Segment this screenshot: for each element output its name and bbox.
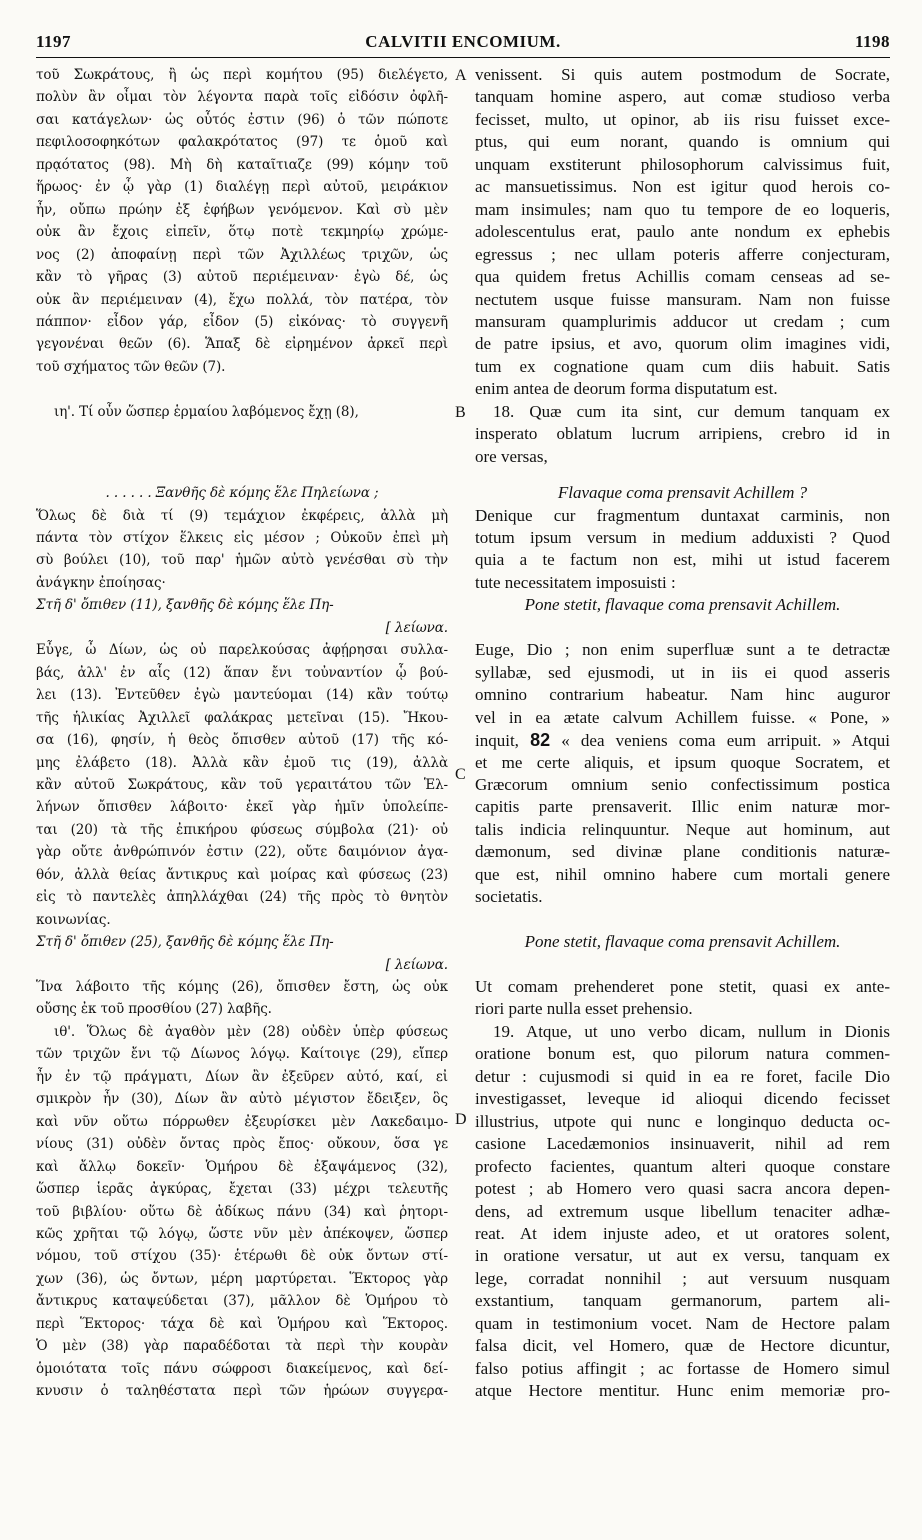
running-header (36, 32, 890, 56)
latin-line: adolescentulus erat, paulo ante nondum ex ephebis (475, 222, 890, 242)
latin-line: potest ; ab Homero vero quasi sacra ancora depen- (475, 1179, 890, 1199)
latin-line: nectutem usque fuisse mansuram. Nam non fuisse (475, 289, 890, 309)
latin-line: talis indicia relinquuntur. Neque aut hominum, aut (475, 819, 890, 839)
greek-line: κνυσιν ὁ ταληθέστατα περὶ τῶν ἡρώων συγγερα- (36, 1383, 448, 1400)
latin-line: tum ex cognatione quam cum diis habuit. Satis (475, 356, 890, 376)
latin-line: reat. At idem injuste adeo, et ut oratores solent, (475, 1223, 890, 1243)
greek-line: πολὺν ἂν οἶμαι τὸν λέγοντα παρὰ τοῖς εἰδόσιν ὀφλῆ- (36, 89, 448, 106)
running-title: CALVITII ENCOMIUM. (365, 32, 561, 51)
greek-line: τοῦ Σωκράτους, ἢ ὡς περὶ κομήτου (95) διελέγετο, (36, 67, 448, 83)
greek-line: . . . . . . Ξανθῆς δὲ κόμης ἕλε Πηλείωνα ; (105, 485, 379, 502)
latin-line: ptus, qui eum norant, quando is omnium qui (475, 132, 890, 152)
latin-line: in oratione versatur, ut aut ex versu, tanquam ex (475, 1246, 890, 1266)
header-rule (36, 57, 890, 58)
greek-line: νίους (31) οὐδὲν ὄντας πρὸς ἔπος· οὔκουν, ὅσα γε (36, 1136, 448, 1153)
greek-line: χων (36), ὡς ὄντων, μέρη μαρτύρεται. Ἕκτορος γὰρ (36, 1270, 448, 1287)
greek-line: Ὁ μὲν (38) γὰρ παραδέδοται τὰ περὶ τὴν κουρὰν (36, 1338, 448, 1355)
latin-line: tute necessitatem imposuisti : (475, 572, 676, 592)
greek-line: θόν, ἀλλὰ θείας ἄντικρυς καὶ μοίρας καὶ φύσεως (23) (36, 866, 448, 883)
latin-line: societatis. (475, 887, 543, 907)
greek-line: γεγονέναι θεῶν (6). Ἅπαξ δὲ εἰρημένον ἀρκεῖ περὶ (36, 336, 448, 353)
greek-line: καὶ ἄλλῳ δοκεῖν· Ὁμήρου δὲ ἐξαψάμενος (32), (36, 1158, 448, 1175)
latin-line: enim antea de deorum forma disputatum est. (475, 379, 778, 399)
greek-line: [ λείωνα. (385, 956, 448, 973)
latin-line: riori parte nulla esset prehensio. (475, 999, 693, 1019)
latin-line: syllabæ, sed ejusmodi, ut in iis ei quod asseris (475, 662, 890, 682)
latin-line: Euge, Dio ; non enim superfluæ sunt a te detractæ (475, 640, 890, 660)
margin-mark-c: C (455, 766, 466, 783)
latin-line: lege, corradat nonnihil ; aut versuum nusquam (475, 1268, 890, 1288)
greek-line: πάππον· εἶδον γάρ, εἶδον (5) εἰκόνας· τὸ συγγενῆ (36, 313, 448, 330)
latin-line: qua quidem fretus Achillis comam censeas ad se- (475, 267, 890, 287)
latin-line: tanquam homine aspero, aut comæ studioso verba (475, 87, 890, 107)
greek-line: ἄντικρυς καταψεύδεται (37), μᾶλλον δὲ Ὁμήρου τὸ (36, 1293, 448, 1310)
latin-line: ac mansuetissimus. Non est igitur quod herois co- (475, 177, 890, 197)
greek-line: νος (2) ἀποφαίνῃ περὶ τῶν Ἀχιλλέως τριχῶν, ὡς (36, 246, 448, 263)
greek-line: Ἵνα λάβοιτο τῆς κόμης (26), ὄπισθεν ἔστη, ὡς οὐκ (36, 979, 448, 995)
greek-line: βάς, ἀλλ' ἐν αἷς (12) ἅπαν ἔνι τοὐναντίον ᾧ βού- (36, 664, 448, 681)
greek-line: οὐκ ἂν περιέμειναν (4), ἔχω πολλά, τὸν πατέρα, τὸν (36, 291, 448, 308)
latin-line: capitis parte prensaverit. Illic enim naturæ mor- (475, 797, 890, 817)
greek-line: καὶ νῦν οὕτω πόρρωθεν ἐξευρίσκει μὲν Λακεδαιμο- (36, 1113, 448, 1130)
latin-line: casione Lacedæmonios insinuaverit, nihil ad rem (475, 1134, 890, 1154)
latin-line: 18. Quæ cum ita sint, cur demum tanquam ex (493, 401, 890, 421)
latin-line: 19. Atque, ut uno verbo dicam, nullum in Dionis (493, 1021, 890, 1041)
greek-line: κἂν τὸ γῆρας (3) αὐτοῦ περιέμειναν· ἐγὼ δέ, ὡς (36, 269, 448, 286)
greek-line: κῶς χρῆται τῷ λόγῳ, ὥστε νῦν μὲν ἀπέκοψεν, ὥσπερ (36, 1225, 448, 1242)
latin-line: egressus ; nec ullam poteris afferre conjecturam, (475, 244, 890, 264)
greek-line: Στῆ δ' ὄπιθεν (11), ξανθῆς δὲ κόμης ἕλε Πη- (36, 597, 334, 614)
latin-line: vel in ea ætate calvum Achillem fuisse. « Pone, » (475, 707, 890, 727)
latin-line: profecto facientes, quantum alteri quoque constare (475, 1156, 890, 1176)
latin-line: ore versas, (475, 446, 548, 466)
greek-line: Στῆ δ' ὄπιθεν (25), ξανθῆς δὲ κόμης ἕλε Πη- (36, 934, 334, 951)
greek-line: ται (20) τὰ τῆς ἐπικήρου φύσεως σύμβολα (21)· οὐ (36, 821, 448, 838)
greek-line: σμικρὸν ἦν (30), Δίων ἂν αὐτὸ μέγιστον ἔδειξεν, ὃς (36, 1091, 448, 1108)
greek-line: πεφιλοσοφηκότων φαλακρότατος (97) τε ὁμοῦ καὶ (36, 134, 448, 151)
latin-line: Denique cur fragmentum duntaxat carminis, non (475, 505, 890, 525)
latin-line: exstantium, tanquam germanorum, partem ali- (475, 1291, 890, 1311)
greek-line: τῆς ἡλικίας Ἀχιλλεῖ φαλάκρας μετεῖναι (15). Ἤκου- (36, 709, 448, 726)
greek-line: λει (13). Ἐντεῦθεν ἐγὼ μαντεύομαι (14) κἂν τούτῳ (36, 687, 448, 704)
latin-line: dæmonum, sed divinæ plane conditionis naturæ- (475, 842, 890, 862)
latin-line: mansuram quamplurimis adducor ut credam ; cum (475, 311, 890, 331)
latin-line: investigasset, leveque id alioqui dicendo fecisset (475, 1089, 890, 1109)
greek-line: σαι κατάγελων· ὡς οὗτός ἐστιν (96) ὁ τῶν πώποτε (36, 111, 448, 128)
latin-line: Pone stetit, flavaque coma prensavit Achillem. (524, 932, 841, 952)
latin-line: inquit, 82 « dea veniens coma eum arripuit. » Atqui (475, 730, 890, 751)
greek-line: ἀνάγκην ἐποίησας· (36, 574, 166, 591)
greek-line: ἥρωος· ἐν ᾧ γὰρ (1) διαλέγῃ περὶ αὐτοῦ, μειράκιον (36, 179, 448, 196)
greek-line: μης ἐλάβετο (18). Ἀλλὰ κἂν ἐμοῦ τις (19), ἀλλὰ (36, 754, 448, 771)
greek-line: τῶν τριχῶν ἔνι τῷ Δίωνος λόγῳ. Καίτοιγε (29), εἴπερ (36, 1046, 448, 1063)
latin-line: falsa dicit, vel Homero, quæ de Hectore dicuntur, (475, 1336, 890, 1356)
greek-line: Εὖγε, ὦ Δίων, ὡς οὐ παρελκούσας ἀφῄρησαι συλλα- (36, 642, 448, 659)
latin-line: Græcorum omnium senio confectissimum postica (475, 774, 890, 794)
latin-line: illustrius, utpote qui nunc e longinquo deducta oc- (475, 1111, 890, 1131)
greek-line: οὐκ ἂν ἔχοις εἰπεῖν, ὅτῳ ποτὲ τεκμηρίῳ χρώμε- (36, 224, 448, 241)
greek-line: κοινωνίας. (36, 911, 111, 928)
greek-line: ἦν ἐν τῷ πράγματι, Δίων ἂν ἐξεῦρεν αὐτό, καί, εἰ (36, 1068, 448, 1085)
latin-line: fecisset, multo, ut opinor, ab iis risu fuisset exce- (475, 109, 890, 129)
latin-line: venissent. Si quis autem postmodum de Socrate, (475, 65, 890, 84)
column-number: 82 (530, 730, 551, 751)
latin-line: et me certe aliquis, et ipsum quoque Socratem, et (475, 752, 890, 772)
latin-line: Flavaque coma prensavit Achillem ? (557, 483, 808, 503)
greek-line: σὺ βούλει (10), τοῦ παρ' ἡμῶν αὐτὸ γενέσθαι σὺ τὴν (36, 552, 448, 569)
latin-line: falso potius affingit ; ac fortasse de Homero simul (475, 1358, 890, 1378)
greek-line: ιη'. Τί οὖν ὥσπερ ἑρμαίου λαβόμενος ἔχῃ (8), (54, 403, 359, 420)
greek-line: Ὅλως δὲ διὰ τί (9) τεμάχιον ἐκφέρεις, ἀλλὰ μὴ (36, 507, 448, 524)
greek-line: πάντα τὸν στίχον ἕλκεις εἰς μέσον ; Οὐκοῦν ἐπεὶ μὴ (36, 530, 448, 546)
greek-line: ἦν, οὔπω πρώην ἐξ ἐφήβων γενόμενον. Καὶ σὺ μὲν (36, 201, 448, 218)
latin-line: insperato oblatum lucrum arripiens, crebro id in (475, 424, 890, 444)
greek-line: εἰς τὸ παντελὲς ἀπηλλάχθαι (24) τῆς πρὸς τὸ θνητὸν (36, 889, 448, 906)
latin-line: quia a te factum non est, mihi ut istud facerem (475, 550, 890, 570)
latin-line: quam in testimonium vocet. Nam de Hectore palam (475, 1313, 890, 1333)
greek-line: [ λείωνα. (385, 619, 448, 636)
latin-line: dens, ad extremum usque libellum tenaciter adhæ- (475, 1201, 890, 1221)
latin-line: omnino contrarium habeatur. Nam hinc auguror (475, 685, 890, 705)
latin-line: totum ipsum versum in medium adduxisti ? Quod (475, 528, 890, 547)
latin-line: mam insimules; nam quo tu tempore de eo loqueris, (475, 199, 890, 219)
greek-line: ιθ'. Ὅλως δὲ ἀγαθὸν μὲν (28) οὐδὲν ὑπὲρ φύσεως (54, 1023, 448, 1040)
greek-line: νόμου, τοῦ στίχου (35)· ἑτέρωθι δὲ οὐκ ὄντων στί- (36, 1248, 448, 1265)
page-number-left: 1197 (36, 32, 72, 51)
latin-line: detur : cujusmodi si quid in ea re foret, facile Dio (475, 1066, 890, 1086)
margin-mark-a: A (455, 67, 467, 84)
margin-mark-d: D (455, 1111, 467, 1128)
latin-line: Pone stetit, flavaque coma prensavit Achillem. (524, 595, 841, 615)
greek-line: κἂν αὐτοῦ Σωκράτους, κἂν τοῦ γεραιτάτου τῶν Ἑλ- (36, 776, 448, 793)
greek-line: τοῦ βιβλίου· οὕτω δὲ ἀδίκως πάνυ (34) καὶ ῥητορι- (36, 1203, 448, 1220)
latin-line: que est, nihil omnino habere cum mortali genere (475, 864, 890, 884)
greek-line: τοῦ σχήματος τῶν θεῶν (7). (36, 358, 226, 375)
greek-line: περὶ Ἕκτορος· τάχα δὲ καὶ Ὁμήρου καὶ Ἕκτορος. (36, 1315, 448, 1332)
greek-line: ὥσπερ ἱερᾶς ἀγκύρας, ἔχεται (33) μέχρι τελευτῆς (36, 1181, 448, 1198)
latin-line: oratione bonum est, quo pilorum natura commen- (475, 1044, 890, 1064)
margin-mark-b: B (455, 404, 466, 421)
greek-line: γὰρ οὔτε ἀνθρώπινόν ἐστιν (22), οὔτε δαιμόνιον ἀγα- (36, 844, 448, 861)
latin-line: atque Hectore mentitur. Hunc enim memoriæ pro- (475, 1381, 890, 1401)
greek-line: λήνων ὄπισθεν λάβοιτο· ἐκεῖ γὰρ ἡμῖν ὑπολείπε- (36, 799, 448, 816)
greek-line: σα (16), φησίν, ἡ θεὸς ὄπισθεν αὐτοῦ (17) τῆς κό- (36, 732, 448, 749)
greek-line: ὁμοιότατα τοῖς πάνυ σώφροσι διακείμενος, καὶ δεί- (36, 1360, 448, 1377)
latin-line: de patre ipsius, et avo, quorum olim imagines vidi, (475, 334, 890, 354)
page-number-right: 1198 (854, 32, 890, 51)
latin-line: Ut comam prehenderet pone stetit, quasi ex ante- (475, 977, 890, 996)
greek-line: πρᾳότατος (98). Μὴ δὴ καταῖτιαζε (99) κόμην τοῦ (36, 156, 448, 173)
greek-line: οὔσης ἐκ τοῦ προσθίου (27) λαβῆς. (36, 1001, 272, 1018)
latin-line: unquam exstiterunt philosophorum calvissimus fuit, (475, 154, 890, 174)
